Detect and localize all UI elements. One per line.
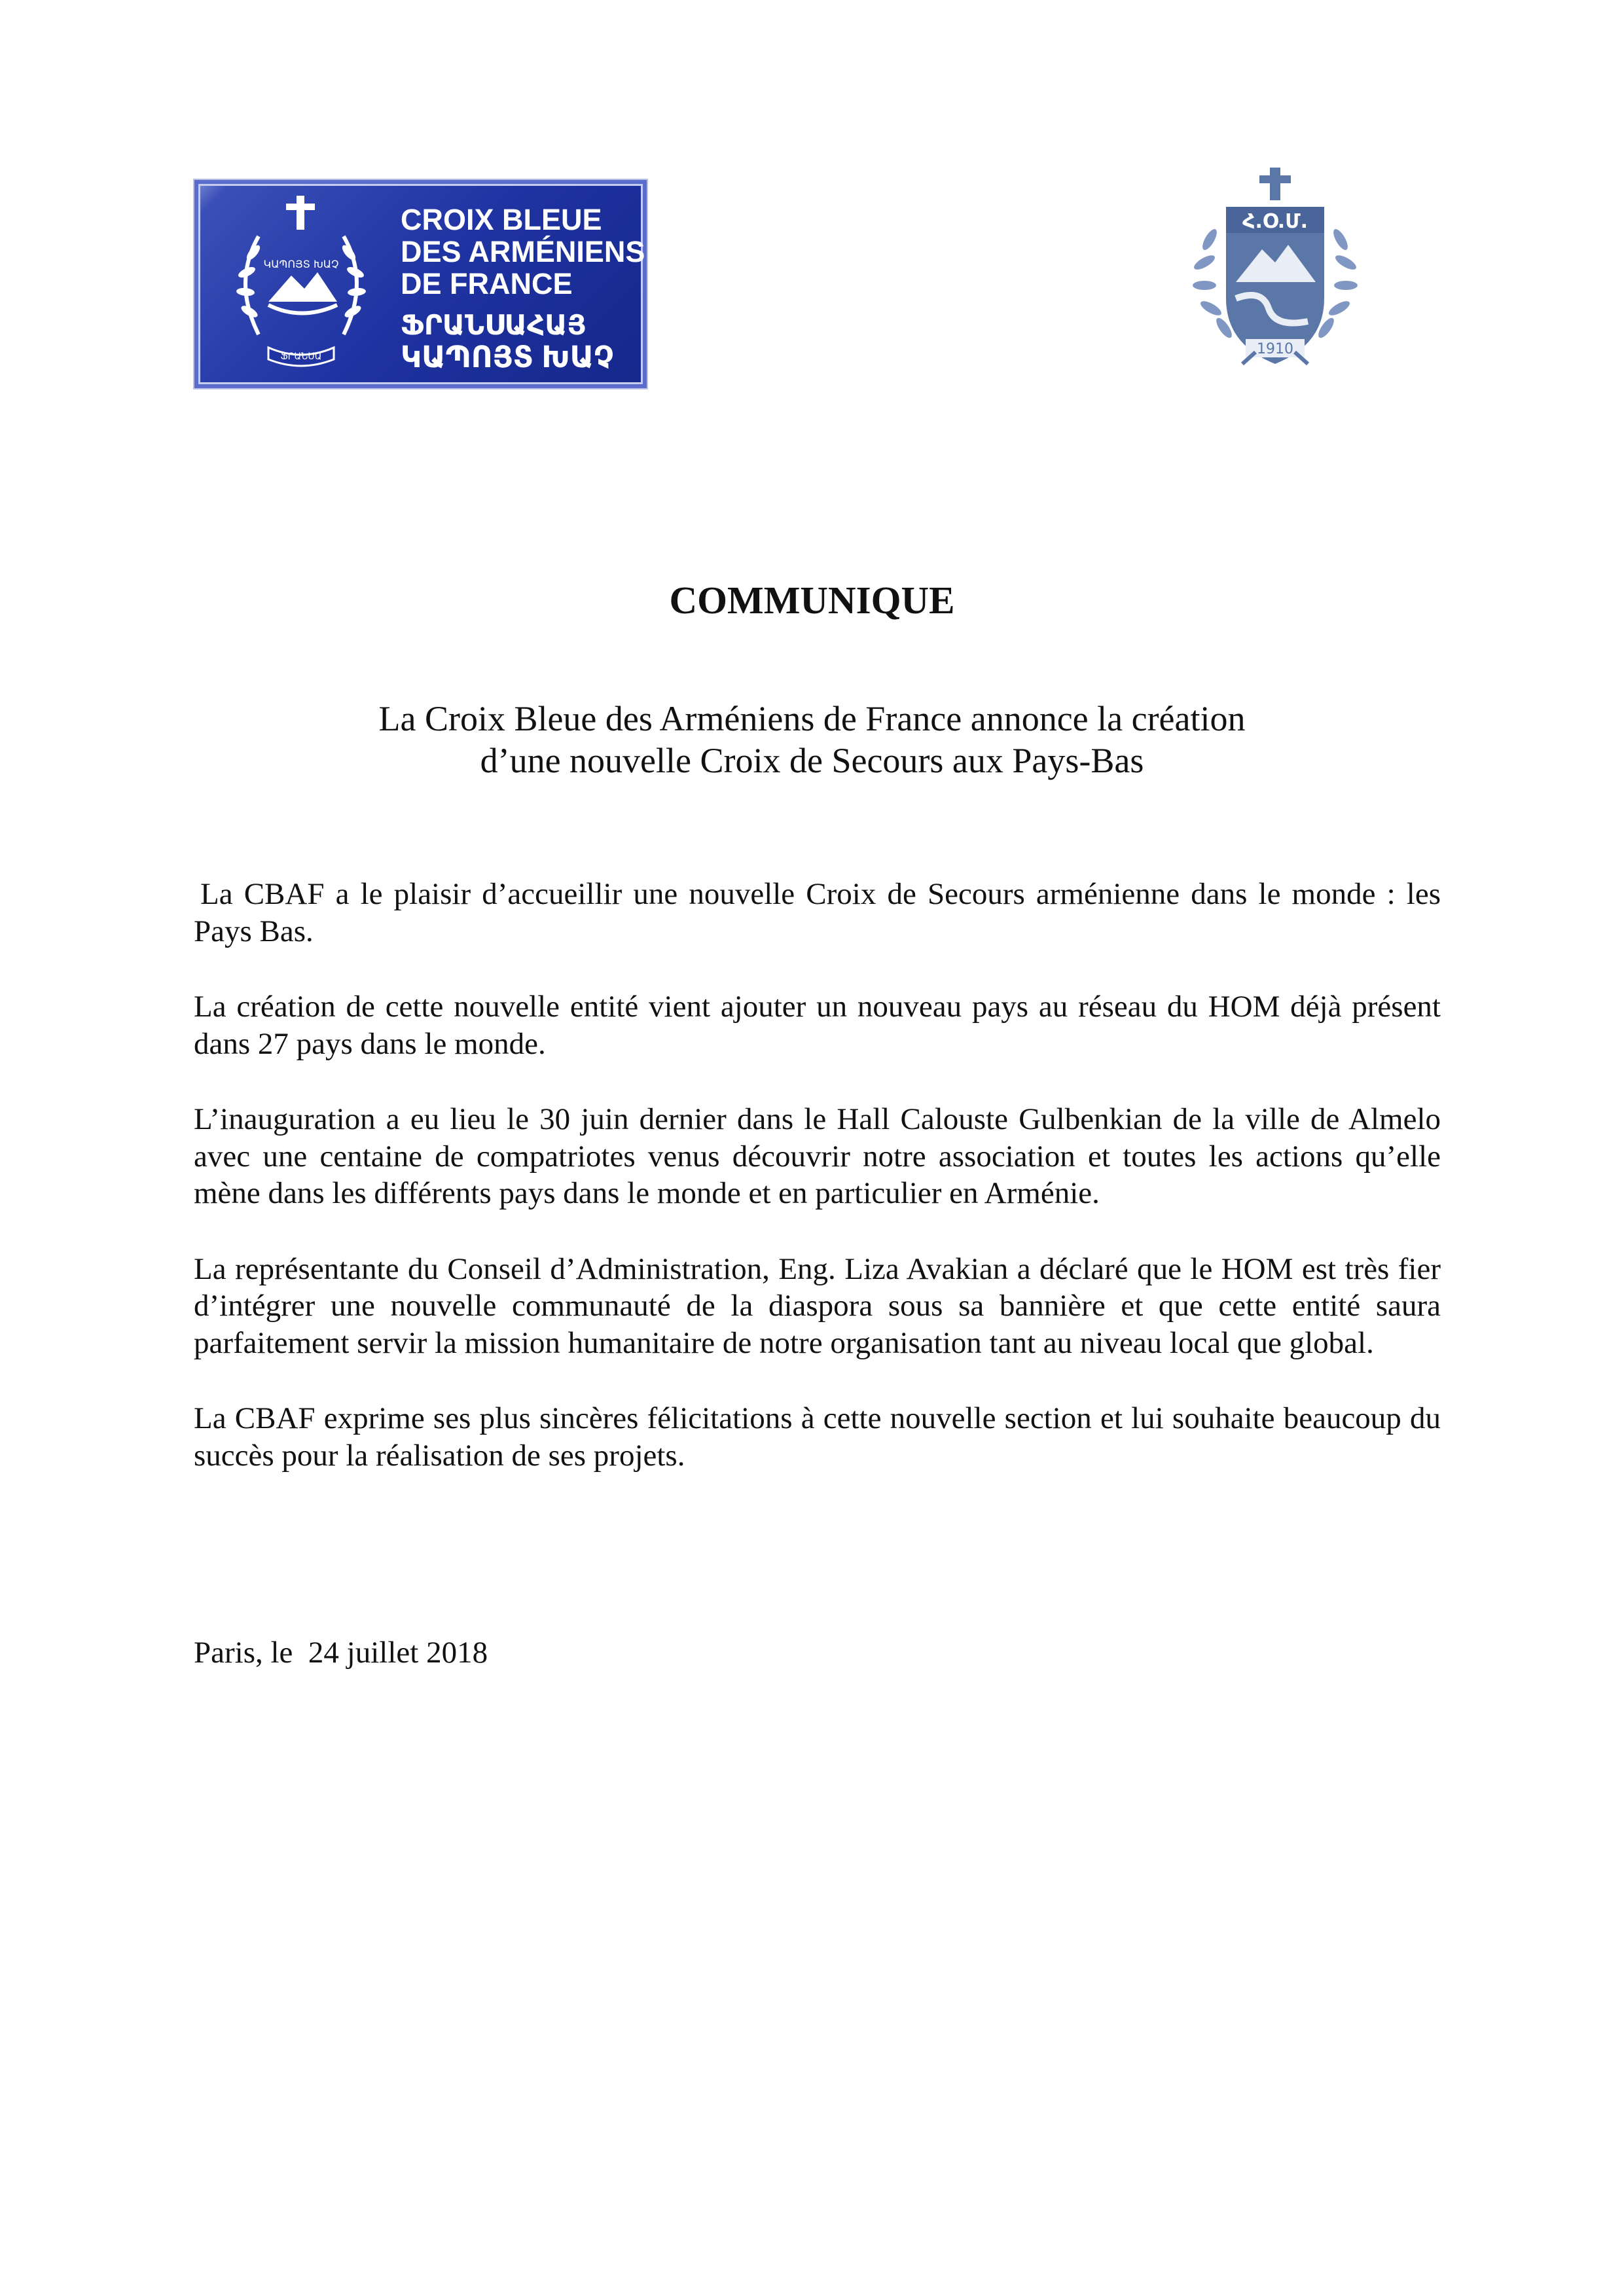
cbaf-emblem-icon [213,190,389,380]
emblem-arc-text: ԿԱՊՈՅՏ ԽԱՉ [263,258,339,270]
paragraph: La CBAF a le plaisir d’accueillir une nouvelle Croix de Secours arménienne dans le monde : les Pays Bas. [194,877,1441,948]
subtitle-line: La Croix Bleue des Arméniens de France annonce la création [378,699,1246,738]
paragraph: La création de cette nouvelle entité vient ajouter un nouveau pays au réseau du HOM déjà présent dans 27 pays dans le monde. [194,990,1441,1061]
subtitle [0,698,1624,781]
hom-year: 1910 [1257,341,1293,357]
page-title: COMMUNIQUE [669,579,955,622]
paragraph: La CBAF exprime ses plus sincères félicitations à cette nouvelle section et lui souhaite beaucoup du succès pour la réalisation de ses projets. [194,1401,1441,1473]
hom-logo-icon [1190,168,1360,377]
body-text [194,876,1441,1513]
logo-line-armenian: ԿԱՊՈՅՏ ԽԱՉ [401,340,614,374]
cbaf-logo-text [401,204,645,373]
hom-letters: Հ.Օ.Մ. [1242,210,1308,233]
logo-line: DES ARMÉNIENS [401,235,645,268]
emblem-ribbon-text: ՖՐԱՆՍԱ [280,351,322,362]
logo-line: CROIX BLEUE [401,203,602,236]
cbaf-logo [193,179,648,389]
logo-line-armenian: ՖՐԱՆՍԱՀԱՅ [401,310,586,340]
paragraph: La représentante du Conseil d’Administration, Eng. Liza Avakian a déclaré que le HOM est très fier d’intégrer une nouvelle communauté de la diaspora sous sa bannière et que cette entité saura parfaitement servir la mission humanitaire de notre organisation tant au niveau local que global. [194,1251,1441,1360]
logo-line: DE FRANCE [401,267,573,300]
signoff-date: Paris, le 24 juillet 2018 [194,1636,488,1670]
subtitle-line: d’une nouvelle Croix de Secours aux Pays-Bas [480,741,1144,780]
paragraph: L’inauguration a eu lieu le 30 juin dernier dans le Hall Calouste Gulbenkian de la ville de Almelo avec une centaine de compatriotes venus découvrir notre association et toutes les actions qu’elle mène dans les différents pays dans le monde et en particulier en Arménie. [194,1102,1441,1210]
